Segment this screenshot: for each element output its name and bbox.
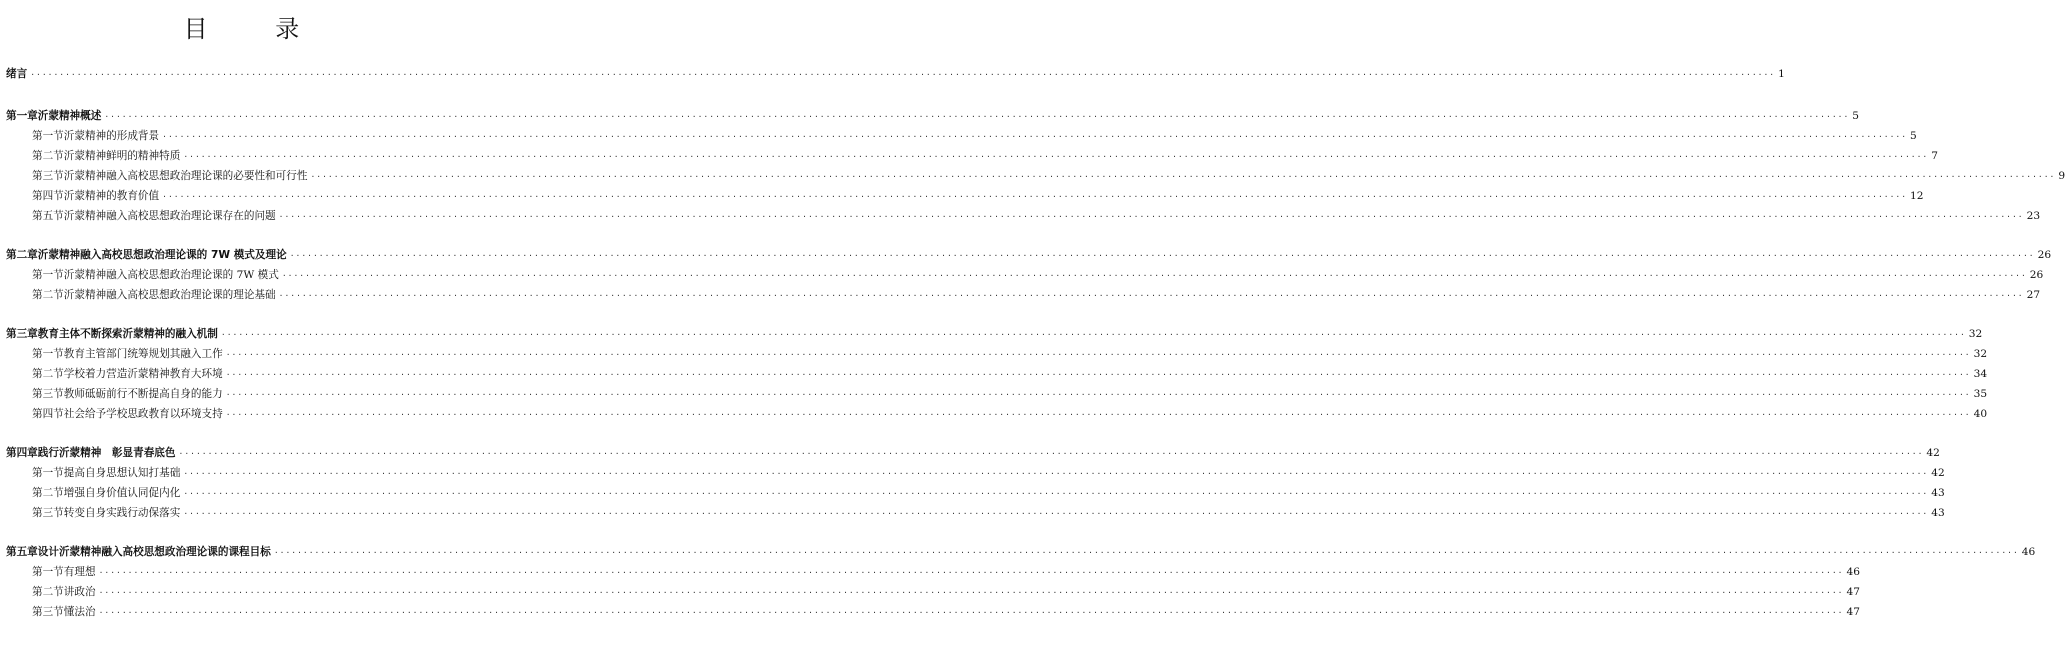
toc-entry-label: 第五节 xyxy=(32,210,64,222)
toc-entry-title: 沂蒙精神的形成背景 xyxy=(63,130,160,142)
toc-entry-label: 第三章 xyxy=(6,328,38,340)
toc-entry-section[interactable] xyxy=(6,146,1938,166)
toc-entry-label: 第二节 xyxy=(32,586,64,598)
toc-entry-page-number: 35 xyxy=(1973,388,1988,400)
toc-entry-title: 沂蒙精神融入高校思想政治理论课的必要性和可行性 xyxy=(63,170,308,182)
table-of-contents xyxy=(6,64,2065,622)
toc-entry-label: 第二节 xyxy=(32,150,64,162)
dot-leader: ············································································································································································································································································································ xyxy=(162,132,1908,141)
toc-entry-page-number: 46 xyxy=(1846,566,1860,578)
toc-entry-section[interactable] xyxy=(6,503,1945,523)
toc-entry-label: 第一节 xyxy=(32,566,64,578)
toc-entry-title: 沂蒙精神概述 xyxy=(37,110,102,122)
toc-entry-label: 第三节 xyxy=(32,606,64,618)
dot-leader: ············································································································································································································································································································ xyxy=(278,291,2024,300)
toc-entry-page-number: 46 xyxy=(2021,546,2036,558)
dot-leader: ············································································································································································································································································································ xyxy=(183,489,1929,498)
toc-entry-page-number: 5 xyxy=(1852,110,1860,122)
toc-entry-title: 学校着力营造沂蒙精神教育大环境 xyxy=(63,368,223,380)
toc-entry-title: 践行沂蒙精神 彰显青春底色 xyxy=(37,447,176,459)
toc-entry-page-number: 26 xyxy=(2029,269,2044,281)
toc-entry-section[interactable] xyxy=(6,483,1945,503)
toc-entry-page-number: 40 xyxy=(1973,408,1988,420)
dot-leader: ············································································································································································································································································································ xyxy=(281,271,2027,280)
dot-leader: ············································································································································································································································································································ xyxy=(273,548,2019,557)
dot-leader: ············································································································································································································································································································ xyxy=(98,568,1844,577)
toc-entry-chapter[interactable] xyxy=(6,542,2036,562)
toc-entry-section[interactable] xyxy=(6,562,1860,582)
toc-entry-title: 教育主管部门统筹规划其融入工作 xyxy=(63,348,223,360)
toc-entry-section[interactable] xyxy=(6,582,1860,602)
toc-entry-label: 第一章 xyxy=(6,110,38,122)
dot-leader: ············································································································································································································································································································ xyxy=(98,608,1844,617)
toc-entry-page-number: 43 xyxy=(1931,487,1945,499)
toc-entry-title: 提高自身思想认知打基础 xyxy=(63,467,181,479)
toc-entry-section[interactable] xyxy=(6,404,1988,424)
toc-entry-section[interactable] xyxy=(6,166,2065,186)
toc-entry-label: 第三节 xyxy=(32,388,64,400)
chapter-gap xyxy=(6,226,477,245)
dot-leader: ············································································································································································································································································································ xyxy=(162,192,1908,201)
page-title: 目 录 xyxy=(183,15,330,43)
dot-leader: ············································································································································································································································································································ xyxy=(225,350,1971,359)
toc-entry-page-number: 34 xyxy=(1973,368,1988,380)
toc-entry-title: 增强自身价值认同促内化 xyxy=(63,487,181,499)
toc-entry-chapter[interactable] xyxy=(6,324,1983,344)
dot-leader: ············································································································································································································································································································ xyxy=(98,588,1844,597)
toc-entry-title: 转变自身实践行动保落实 xyxy=(63,507,181,519)
toc-entry-section[interactable] xyxy=(6,186,1924,206)
toc-entry-label: 第二节 xyxy=(32,487,64,499)
toc-entry-section[interactable] xyxy=(6,265,2044,285)
toc-entry-page-number: 7 xyxy=(1931,150,1938,162)
toc-entry-title: 懂法治 xyxy=(63,606,96,618)
toc-entry-section[interactable] xyxy=(6,602,1860,622)
chapter-gap xyxy=(6,305,477,324)
toc-entry-label: 第一节 xyxy=(32,348,64,360)
toc-entry-chapter[interactable] xyxy=(6,245,2052,265)
toc-entry-intro[interactable] xyxy=(6,64,1785,84)
toc-entry-title: 社会给予学校思政教育以环境支持 xyxy=(63,408,223,420)
toc-entry-section[interactable] xyxy=(6,344,1988,364)
dot-leader: ············································································································································································································································································································ xyxy=(225,370,1971,379)
toc-entry-label: 第一节 xyxy=(32,269,64,281)
toc-entry-title: 有理想 xyxy=(63,566,96,578)
toc-entry-title: 讲政治 xyxy=(63,586,96,598)
dot-leader: ············································································································································································································································································································ xyxy=(278,212,2024,221)
toc-entry-label: 第一节 xyxy=(32,130,64,142)
toc-entry-title: 教育主体不断探索沂蒙精神的融入机制 xyxy=(37,328,218,340)
toc-entry-page-number: 42 xyxy=(1931,467,1945,479)
toc-entry-title: 沂蒙精神鲜明的精神特质 xyxy=(63,150,181,162)
toc-entry-title: 沂蒙精神融入高校思想政治理论课的 7W 模式及理论 xyxy=(37,249,287,261)
toc-entry-label: 第三节 xyxy=(32,507,64,519)
toc-entry-title: 沂蒙精神融入高校思想政治理论课存在的问题 xyxy=(63,210,276,222)
toc-entry-title: 沂蒙精神融入高校思想政治理论课的 7W 模式 xyxy=(63,269,279,281)
toc-entry-title: 沂蒙精神的教育价值 xyxy=(63,190,160,202)
toc-entry-title: 教师砥砺前行不断提高自身的能力 xyxy=(63,388,223,400)
toc-entry-page-number: 43 xyxy=(1931,507,1945,519)
dot-leader: ············································································································································································································································································································ xyxy=(289,251,2035,260)
toc-entry-label: 第四节 xyxy=(32,190,64,202)
toc-entry-page-number: 9 xyxy=(2058,170,2065,182)
toc-entry-page-number: 42 xyxy=(1926,447,1940,459)
chapter-gap xyxy=(6,523,477,542)
toc-entry-chapter[interactable] xyxy=(6,106,1860,126)
dot-leader: ············································································································································································································································································································ xyxy=(178,449,1924,458)
toc-entry-page-number: 32 xyxy=(1973,348,1988,360)
toc-entry-page-number: 1 xyxy=(1778,68,1785,80)
toc-entry-section[interactable] xyxy=(6,206,2041,226)
toc-entry-label: 第三节 xyxy=(32,170,64,182)
toc-entry-page-number: 23 xyxy=(2026,210,2041,222)
toc-entry-label: 第二节 xyxy=(32,368,64,380)
toc-entry-label: 第四节 xyxy=(32,408,64,420)
toc-entry-section[interactable] xyxy=(6,463,1945,483)
dot-leader: ············································································································································································································································································································ xyxy=(30,70,1776,79)
dot-leader: ············································································································································································································································································································ xyxy=(220,330,1966,339)
chapter-gap xyxy=(6,424,477,443)
toc-entry-page-number: 47 xyxy=(1846,606,1860,618)
toc-entry-label: 第五章 xyxy=(6,546,38,558)
dot-leader: ············································································································································································································································································································ xyxy=(225,410,1971,419)
toc-entry-section[interactable] xyxy=(6,364,1988,384)
toc-entry-page-number: 27 xyxy=(2026,289,2041,301)
toc-entry-section[interactable] xyxy=(6,384,1988,404)
toc-entry-label: 第一节 xyxy=(32,467,64,479)
toc-entry-section[interactable] xyxy=(6,285,2041,305)
toc-entry-page-number: 32 xyxy=(1968,328,1983,340)
dot-leader: ············································································································································································································································································································ xyxy=(183,469,1929,478)
toc-entry-page-number: 5 xyxy=(1910,130,1917,142)
toc-entry-page-number: 47 xyxy=(1846,586,1860,598)
dot-leader: ············································································································································································································································································································ xyxy=(225,390,1971,399)
toc-entry-label: 第四章 xyxy=(6,447,38,459)
toc-entry-page-number: 26 xyxy=(2037,249,2052,261)
dot-leader: ············································································································································································································································································································ xyxy=(183,152,1929,161)
chapter-gap xyxy=(6,84,477,106)
dot-leader: ············································································································································································································································································································ xyxy=(104,112,1850,121)
toc-entry-title: 沂蒙精神融入高校思想政治理论课的理论基础 xyxy=(63,289,276,301)
toc-entry-title: 绪言 xyxy=(6,68,28,80)
toc-entry-title: 设计沂蒙精神融入高校思想政治理论课的课程目标 xyxy=(37,546,271,558)
toc-entry-chapter[interactable] xyxy=(6,443,1940,463)
toc-entry-label: 第二章 xyxy=(6,249,38,261)
toc-entry-section[interactable] xyxy=(6,126,1917,146)
dot-leader: ············································································································································································································································································································ xyxy=(310,172,2056,181)
dot-leader: ············································································································································································································································································································ xyxy=(183,509,1929,518)
toc-entry-page-number: 12 xyxy=(1910,190,1924,202)
toc-entry-label: 第二节 xyxy=(32,289,64,301)
